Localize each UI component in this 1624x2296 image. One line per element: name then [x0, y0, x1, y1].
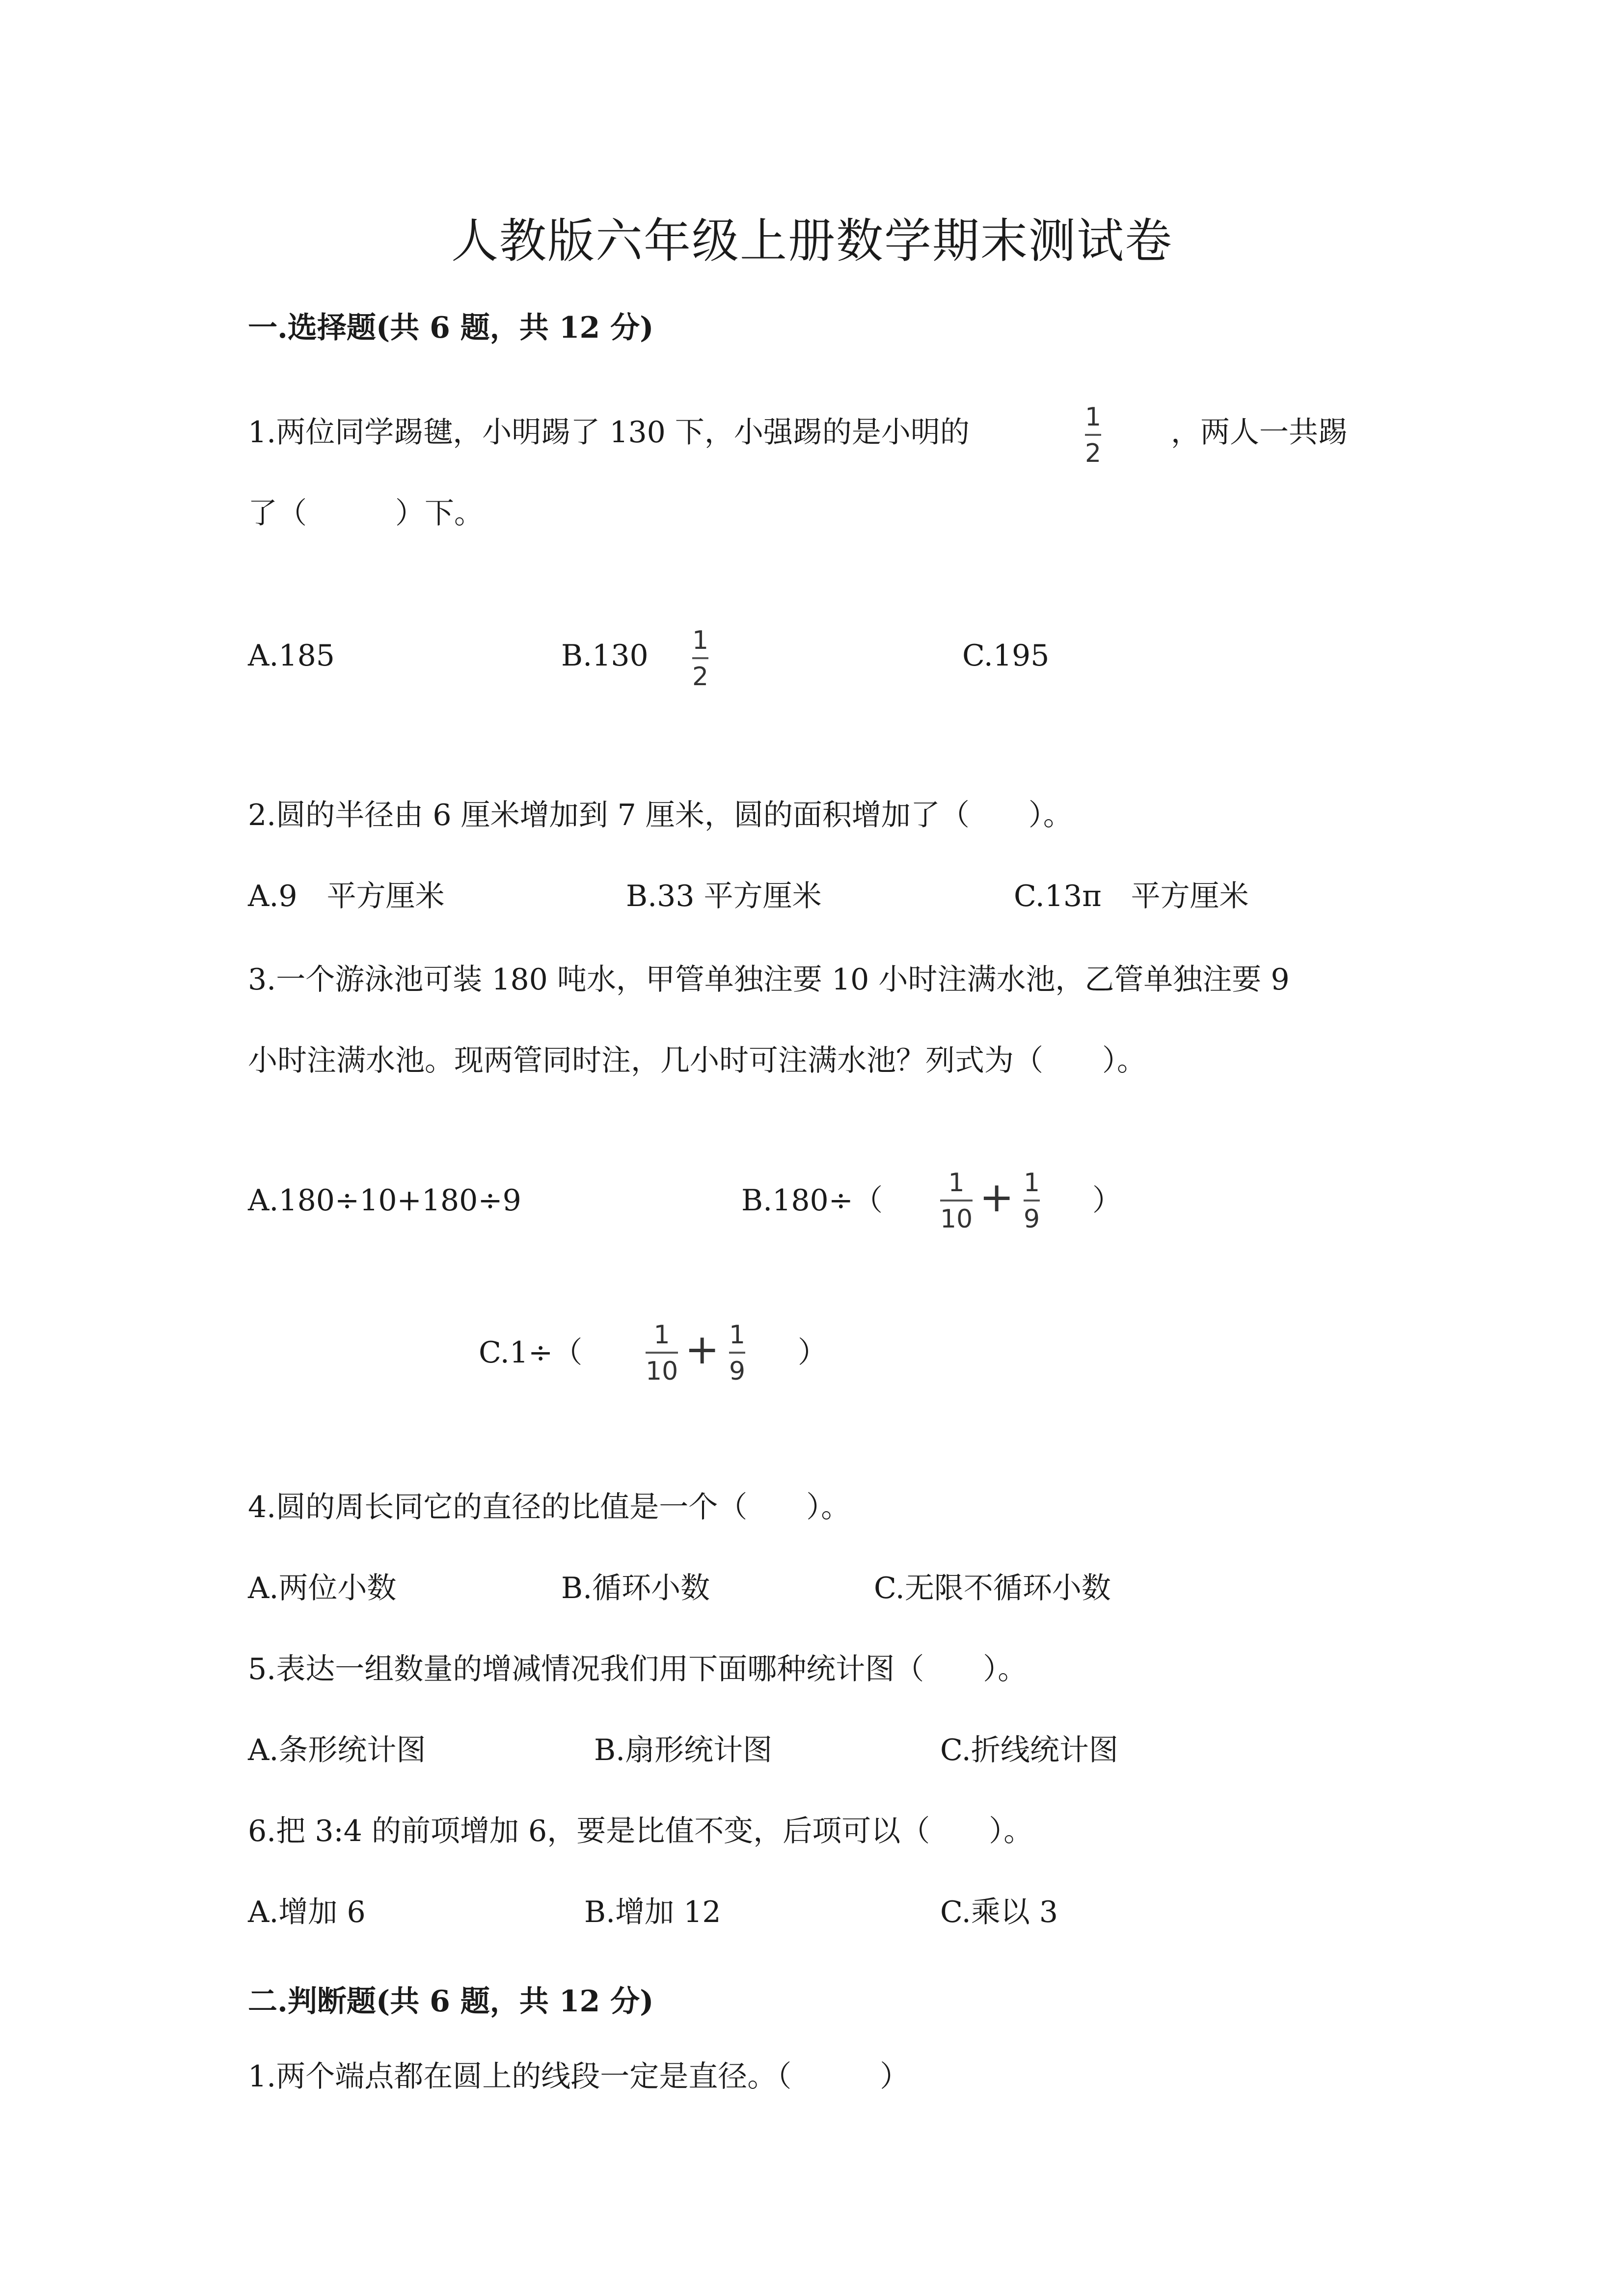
q3-option-c-suffix: ） [798, 1335, 827, 1370]
q1-option-c: C.195 [962, 639, 1050, 673]
fraction-denominator: 10 [940, 1204, 973, 1234]
q3-option-c-fraction-2 [729, 1320, 745, 1386]
q3-option-b-prefix: B.180÷（ [741, 1183, 883, 1218]
q1-fraction-numerator: 1 [1085, 402, 1102, 432]
q2-option-c: C.13π 平方厘米 [1014, 879, 1249, 913]
fraction-denominator: 9 [729, 1357, 746, 1386]
q4-option-c: C.无限不循环小数 [874, 1571, 1111, 1605]
fraction-denominator: 9 [1024, 1204, 1040, 1234]
q1-text-line1: 1.两位同学踢毽，小明踢了 130 下，小强踢的是小明的 [248, 415, 970, 450]
section-heading-judgment: 二.判断题(共 6 题，共 12 分) [248, 1984, 654, 2019]
judgment-1-text: 1.两个端点都在圆上的线段一定是直径。（ ） [248, 2059, 910, 2094]
plus-sign: + [979, 1173, 1014, 1221]
q1-fraction [1085, 402, 1101, 468]
q5-text: 5.表达一组数量的增减情况我们用下面哪种统计图（ ）。 [248, 1652, 1028, 1686]
fraction-numerator: 1 [653, 1320, 670, 1350]
q5-option-c: C.折线统计图 [940, 1733, 1118, 1767]
q3-option-c-fraction-1 [646, 1320, 678, 1386]
q1-fraction-denominator: 2 [1085, 439, 1102, 468]
plus-sign: + [685, 1325, 720, 1373]
q2-option-b: B.33 平方厘米 [626, 879, 822, 913]
page-title: 人教版六年级上册数学期末测试卷 [451, 214, 1173, 268]
q4-option-b: B.循环小数 [561, 1571, 710, 1605]
q5-option-b: B.扇形统计图 [594, 1733, 773, 1767]
q2-text: 2.圆的半径由 6 厘米增加到 7 厘米，圆的面积增加了（ ）。 [248, 798, 1073, 832]
q6-option-a: A.增加 6 [248, 1895, 366, 1929]
fraction-bar [940, 1200, 973, 1201]
fraction-numerator: 1 [948, 1168, 965, 1198]
q6-text: 6.把 3:4 的前项增加 6，要是比值不变，后项可以（ ）。 [248, 1814, 1033, 1848]
q6-option-b: B.增加 12 [584, 1895, 721, 1929]
fraction-bar [1024, 1200, 1040, 1201]
fraction-bar [1085, 434, 1101, 436]
q4-text: 4.圆的周长同它的直径的比值是一个（ ）。 [248, 1490, 851, 1524]
fraction-numerator: 1 [729, 1320, 746, 1350]
fraction-bar [692, 657, 708, 659]
q3-option-b-suffix: ） [1092, 1183, 1122, 1218]
fraction-bar [729, 1352, 745, 1354]
q6-option-c: C.乘以 3 [940, 1895, 1058, 1929]
q1-option-a: A.185 [248, 639, 335, 673]
q3-option-b-fraction-2 [1024, 1168, 1040, 1234]
q1-text-line1-end: ，两人一共踢 [1171, 415, 1348, 450]
q1-option-b: B.130 [561, 639, 649, 673]
q3-option-b-fraction-1 [940, 1168, 973, 1234]
q2-option-a: A.9 平方厘米 [248, 879, 445, 913]
q1-option-b-fraction-numerator: 1 [692, 626, 709, 655]
q1-option-b-fraction [692, 626, 708, 692]
fraction-bar [646, 1352, 678, 1354]
fraction-numerator: 1 [1024, 1168, 1040, 1198]
q1-option-b-fraction-denominator: 2 [692, 662, 709, 692]
q3-text-line2: 小时注满水池。现两管同时注，几小时可注满水池？列式为（ ）。 [248, 1043, 1146, 1078]
section-heading-choice: 一.选择题(共 6 题，共 12 分) [248, 311, 654, 345]
q5-option-a: A.条形统计图 [248, 1733, 426, 1767]
q3-text-line1: 3.一个游泳池可装 180 吨水，甲管单独注要 10 小时注满水池，乙管单独注要 9 [248, 962, 1290, 997]
q1-text-line2: 了（ ）下。 [248, 496, 484, 531]
q3-option-a: A.180÷10+180÷9 [248, 1183, 521, 1218]
q3-option-c-prefix: C.1÷（ [479, 1335, 583, 1370]
fraction-denominator: 10 [646, 1357, 678, 1386]
q4-option-a: A.两位小数 [248, 1571, 397, 1605]
